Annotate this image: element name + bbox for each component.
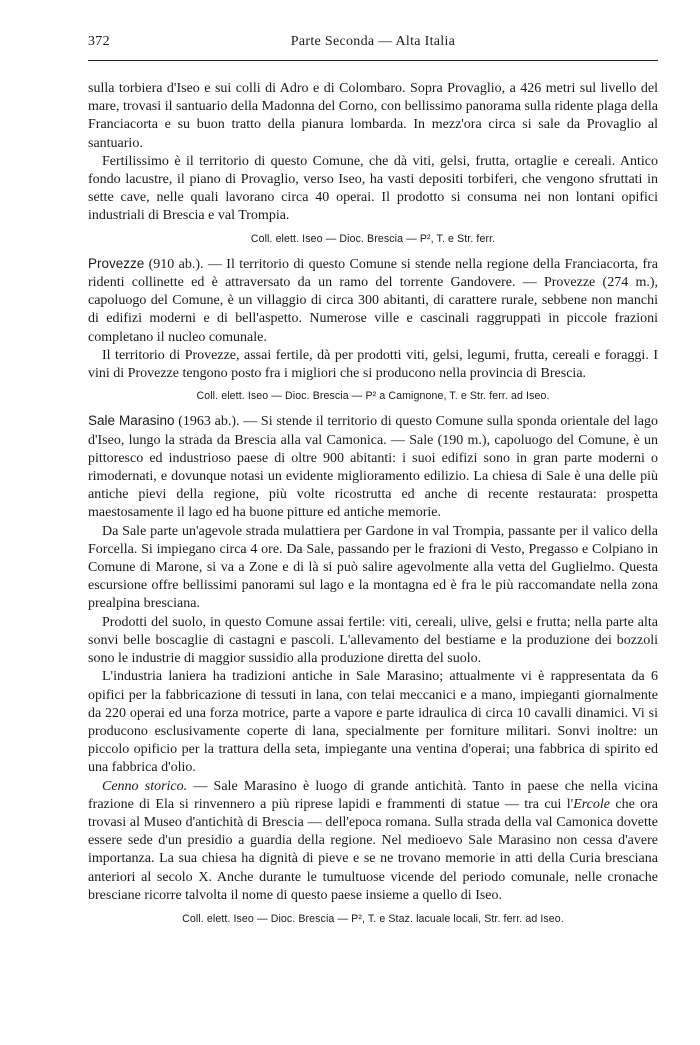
paragraph: Prodotti del suolo, in questo Comune assai fertile: viti, cereali, ulive, gelsi e frutta; nella parte alta sonvi belle boscaglie di castagni e pascoli. L'allevamento del bestiame e la produzione dei bozzoli sono le industrie di maggior sussidio alla produzione diretta del suolo. <box>88 614 658 667</box>
italic-term: Ercole <box>573 796 611 812</box>
reference-note: Coll. elett. Iseo — Dioc. Brescia — P², T. e Staz. lacuale locali, Str. ferr. ad Iseo. <box>182 912 564 925</box>
page-header <box>88 34 658 56</box>
entry-title: Provezze <box>88 255 145 271</box>
entry-text: (1963 ab.). — Si stende il territorio di questo Comune sulla sponda orientale del lago d'Iseo, lungo la strada da Brescia alla val Camonica. — Sale (190 m.), capoluogo del Comune, è un pittoresco ed industrioso paese di oltre 900 abitanti: i suoi edifizi sono in gran parte moderni o rimodernati, e dovunque notasi un evidente miglioramento edilizio. La chiesa di Sale è una delle più antiche pievi della regione, più volte ricostrutta ed anche di recente restaurata: prospetta maestosamente il lago ed ha buone pitture ed antiche memorie. <box>88 414 658 521</box>
page-body <box>88 80 658 935</box>
paragraph: Da Sale parte un'agevole strada mulattiera per Gardone in val Trompia, passante per il valico della Forcella. Si impiegano circa 4 ore. Da Sale, passando per le frazioni di Vesto, Pregasso e Colpiano in Comune di Marone, si va a Zone e di là si può salire agevolmente alla vetta del Guglielmo. Questa escursione offre bellissimi panorami sul lago e la montagna ed è fra le più raccomandate nella zona prealpina bresciana. <box>88 523 658 612</box>
paragraph-historical <box>88 778 658 905</box>
paragraph: sulla torbiera d'Iseo e sui colli di Adro e di Colombaro. Sopra Provaglio, a 426 metri sul livello del mare, trovasi il santuario della Madonna del Corno, con bellissimo panorama sulla ridente plaga della Franciacorta e su buon tratto della pianura lombarda. In mezz'ora circa si sale da Provaglio al santuario. <box>88 81 658 151</box>
header-rule <box>88 60 658 61</box>
paragraph: Fertilissimo è il territorio di questo Comune, che dà viti, gelsi, frutta, ortaglie e cereali. Antico fondo lacustre, il piano di Provaglio, verso Iseo, ha vasti depositi torbiferi, che vengono sfruttati in sette cave, nelle quali lavorano circa 40 operai. Il prodotto si consuma nei non lontani opifici industriali di Brescia e val Trompia. <box>88 153 658 224</box>
running-title: Parte Seconda — Alta Italia <box>290 34 456 49</box>
reference-note: Coll. elett. Iseo — Dioc. Brescia — P² a Camignone, T. e Str. ferr. ad Iseo. <box>196 390 550 403</box>
reference-note: Coll. elett. Iseo — Dioc. Brescia — P², T. e Str. ferr. <box>250 232 496 245</box>
paragraph-text: — Sale Marasino è luogo di grande antichità. Tanto in paese che nella vicina frazione di Ela si rinvennero a più riprese lapidi e frammenti di statue — tra cui l' <box>88 778 658 812</box>
page-number: 372 <box>88 34 110 49</box>
entry-text: (910 ab.). — Il territorio di questo Comune si stende nella regione della Franciacorta, fra ridenti collinette ed è attraversato da un ramo del torrente Gandovere. — Provezze (274 m.), capoluogo del Comune, è un villaggio di circa 300 abitanti, di carattere rurale, sebbene non manchi di edifizi moderni e di bell'aspetto. Numerose ville e cascinali raggruppati in piccole frazioni completano il nucleo comunale. <box>88 256 658 345</box>
entry-sale-marasino <box>88 412 658 522</box>
entry-title: Sale Marasino <box>88 413 175 429</box>
entry-provezze <box>88 255 658 347</box>
paragraph-text: che ora trovasi al Museo d'antichità di Brescia — dell'epoca romana. Sulla strada della val Camonica dovette essere sede d'un presidio a guardia della regione. Nel medioevo Sale Marasino non cessa d'avere importanza. La sua chiesa ha dignità di pieve e se ne trovano memorie in atti della Curia bresciana anteriori al secolo X. Anche durante le tumultuose vicende del periodo comunale, nelle cronache bresciane ricorre talvolta il nome di questo paese insieme a quello di Iseo. <box>88 796 658 903</box>
paragraph: L'industria laniera ha tradizioni antiche in Sale Marasino; attualmente vi è rappresentata da 6 opifici per la fabbricazione di tessuti in lana, con telai meccanici e a mano, impieganti giornalmente da 220 operai ed una forza motrice, parte a vapore e parte idraulica di circa 10 cavalli dinamici. Vi si producono esclusivamente coperte di lana, specialmente per forniture militari. Sonvi inoltre: un piccolo opificio per la trattura della seta, impiegante una ventina d'operai; una fabbrica di spirito ed una fabbrica d'olio. <box>88 669 658 776</box>
section-label: Cenno storico. <box>102 778 188 794</box>
paragraph: Il territorio di Provezze, assai fertile, dà per prodotti viti, gelsi, legumi, frutta, cereali e foraggi. I vini di Provezze tengono posto fra i migliori che si producono nella provincia di Brescia. <box>88 347 658 382</box>
